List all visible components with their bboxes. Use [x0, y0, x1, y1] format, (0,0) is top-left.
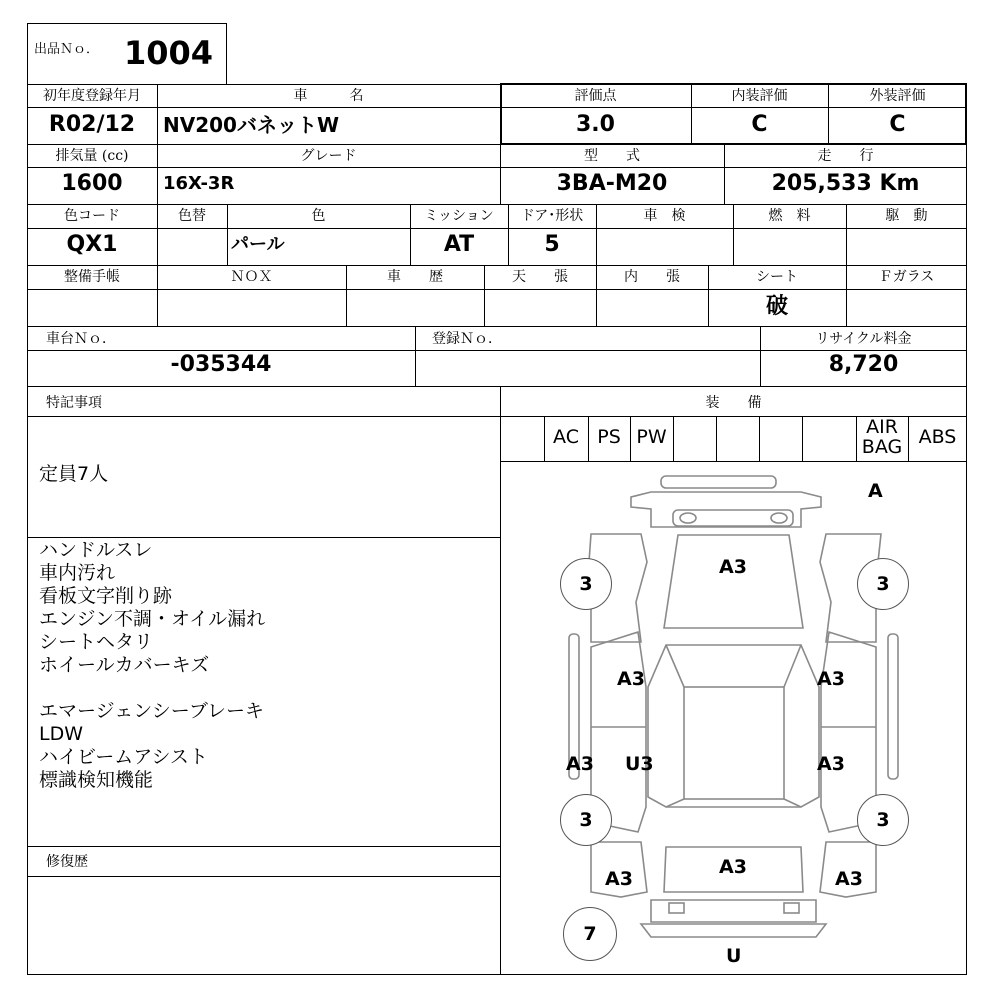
- chassis-label: 車台Ｎｏ．: [46, 331, 116, 347]
- note-line: 車内汚れ: [39, 562, 116, 584]
- row-line: [27, 326, 967, 327]
- note-line: 標識検知機能: [39, 769, 154, 791]
- model-label: 型 式: [584, 148, 640, 164]
- grade-value: 16X-3R: [163, 173, 235, 194]
- mileage-value: 205,533 Km: [771, 171, 920, 196]
- col-line: [673, 416, 674, 461]
- maintenance-label: 整備手帳: [64, 269, 120, 285]
- row-line: [27, 265, 967, 266]
- color-code-label: 色コード: [64, 208, 120, 224]
- interior-value: C: [751, 112, 768, 137]
- col-line: [716, 416, 717, 461]
- special-label: 特記事項: [46, 395, 102, 411]
- color-change-label: 色替: [178, 208, 206, 224]
- grade-label: グレード: [300, 148, 357, 164]
- note-line: エマージェンシーブレーキ: [39, 700, 265, 722]
- mission-label: ミッション: [424, 208, 494, 224]
- fuel-label: 燃 料: [768, 208, 811, 224]
- mileage-label: 走 行: [817, 148, 874, 164]
- color-value: パール: [231, 234, 285, 255]
- door-label: ドア･形状: [520, 208, 584, 224]
- mark-trunk: A3: [719, 856, 747, 878]
- history-label: 車 歴: [387, 269, 443, 285]
- equip-ps: PS: [597, 426, 621, 448]
- lot-number: 1004: [124, 34, 214, 72]
- mark-door-l: A3: [566, 753, 594, 775]
- color-code-value: QX1: [66, 232, 118, 257]
- car-diagram: [501, 462, 966, 974]
- door-value: 5: [544, 232, 560, 257]
- car-name-value: NV200バネットW: [163, 113, 340, 137]
- first-reg-label: 初年度登録年月: [43, 88, 141, 104]
- equipment-label: 装 備: [705, 395, 762, 411]
- col-line: [759, 416, 760, 461]
- row-line: [27, 537, 500, 538]
- row-line: [27, 846, 500, 847]
- mark-hood: A3: [719, 556, 747, 578]
- row-line: [27, 876, 500, 877]
- mark-quarter-l: A3: [605, 868, 633, 890]
- chassis-value: -035344: [170, 352, 272, 377]
- equip-ac: AC: [553, 426, 579, 448]
- mark-top-right: A: [868, 480, 883, 502]
- exterior-value: C: [889, 112, 906, 137]
- mark-roof-center: U3: [625, 753, 654, 775]
- notes-list: [39, 539, 265, 792]
- displacement-value: 1600: [61, 171, 123, 196]
- mark-wheel-fl: 3: [560, 558, 612, 610]
- nox-label: ＮＯＸ: [230, 269, 273, 285]
- interior-trim-label: 内 張: [624, 269, 680, 285]
- mark-wheel-rl: 3: [560, 794, 612, 846]
- row-line: [27, 289, 967, 290]
- note-line: ハイビームアシスト: [39, 746, 208, 768]
- equip-pw: PW: [636, 426, 667, 448]
- mark-bumper-circle: 7: [563, 907, 617, 961]
- inspection-label: 車 検: [643, 208, 686, 224]
- row-line: [27, 204, 967, 205]
- note-line: LDW: [39, 723, 84, 745]
- mark-door-r: A3: [817, 753, 845, 775]
- seat-label: シート: [756, 269, 798, 285]
- mission-value: AT: [443, 232, 475, 257]
- mark-wheel-fr: 3: [857, 558, 909, 610]
- row-line: [27, 416, 967, 417]
- note-line: ハンドルスレ: [39, 539, 153, 561]
- lot-label: 出品Ｎｏ．: [34, 42, 100, 57]
- color-label: 色: [311, 208, 326, 224]
- note-line: エンジン不調・オイル漏れ: [39, 608, 266, 630]
- car-name-label: 車 名: [293, 88, 364, 104]
- recycle-label: リサイクル料金: [815, 331, 912, 347]
- mark-quarter-r: A3: [835, 868, 863, 890]
- mark-wheel-rr: 3: [857, 794, 909, 846]
- mark-fender-r: A3: [817, 668, 845, 690]
- model-value: 3BA-M20: [556, 171, 668, 196]
- col-line: [802, 416, 803, 461]
- seat-value: 破: [765, 294, 788, 319]
- recycle-value: 8,720: [828, 352, 899, 377]
- ceiling-label: 天 張: [512, 269, 568, 285]
- equip-airbag: AIR BAG: [861, 416, 903, 458]
- first-reg-value: R02/12: [48, 112, 136, 137]
- score-label: 評価点: [574, 88, 617, 104]
- row-line: [27, 386, 967, 387]
- repair-label: 修復歴: [46, 854, 88, 870]
- exterior-label: 外装評価: [869, 88, 926, 104]
- displacement-label: 排気量 (cc): [55, 148, 129, 164]
- score-value: 3.0: [576, 112, 615, 137]
- reg-no-label: 登録Ｎｏ．: [432, 331, 502, 347]
- note-line: [39, 677, 265, 700]
- mark-rear: U: [726, 945, 742, 967]
- note-line: シートヘタリ: [39, 631, 154, 653]
- col-line: [415, 326, 416, 386]
- note-capacity: 定員7人: [39, 463, 109, 485]
- drive-label: 駆 動: [885, 208, 928, 224]
- equip-abs: ABS: [918, 426, 957, 448]
- mark-fender-l: A3: [617, 668, 645, 690]
- glass-label: Ｆガラス: [878, 269, 935, 285]
- note-line: 看板文字削り跡: [39, 585, 173, 607]
- note-line: ホイールカバーキズ: [39, 654, 210, 676]
- interior-label: 内装評価: [731, 88, 788, 104]
